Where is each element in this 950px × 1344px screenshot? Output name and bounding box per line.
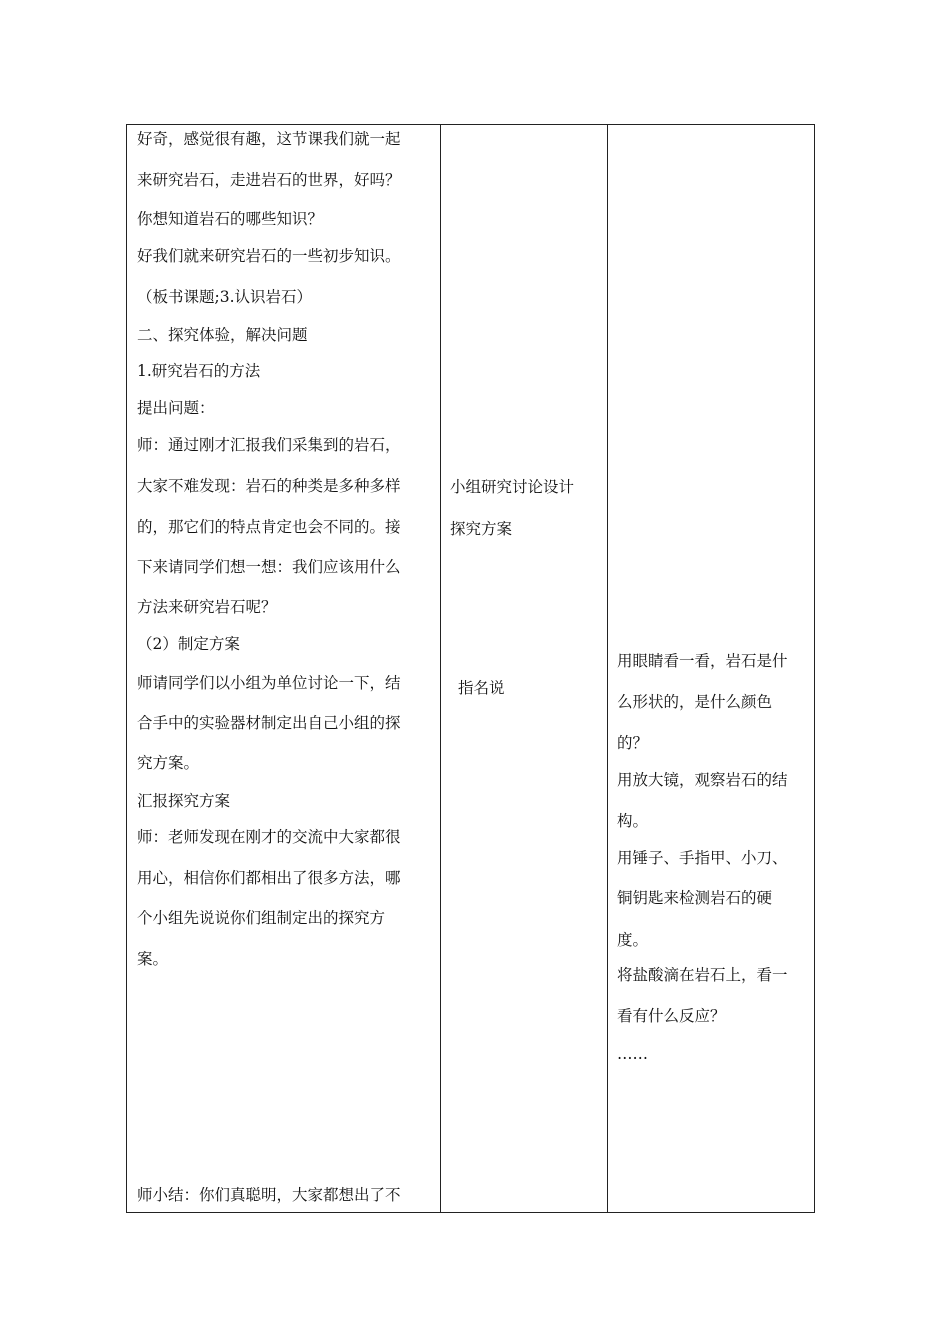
text-line: 汇报探究方案: [137, 792, 231, 810]
text-line: 来研究岩石，走进岩石的世界，好吗？: [137, 171, 401, 189]
text-line: 探究方案: [450, 520, 513, 538]
text-line: 好我们就来研究岩石的一些初步知识。: [137, 247, 401, 265]
column-divider: [440, 125, 441, 1212]
text-line: 看有什么反应？: [617, 1007, 726, 1025]
text-line: 方法来研究岩石呢？: [137, 598, 277, 616]
lesson-table: [126, 124, 815, 1213]
text-line: 大家不难发现：岩石的种类是多种多样: [137, 477, 401, 495]
text-line: 个小组先说说你们组制定出的探究方: [137, 909, 386, 927]
text-line: 合手中的实验器材制定出自己小组的探: [137, 714, 401, 732]
text-line: （2）制定方案: [137, 635, 240, 653]
text-line: 小组研究讨论设计: [450, 478, 575, 496]
text-line: 师请同学们以小组为单位讨论一下，结: [137, 674, 401, 692]
text-line: 铜钥匙来检测岩石的硬: [617, 889, 773, 907]
text-line: 用眼睛看一看，岩石是什: [617, 652, 788, 670]
text-line: 的，那它们的特点肯定也会不同的。接: [137, 518, 401, 536]
text-line: 好奇，感觉很有趣，这节课我们就一起: [137, 130, 401, 148]
text-line: 度。: [617, 931, 649, 949]
text-line: （板书课题;3.认识岩石）: [137, 288, 313, 306]
text-line: 将盐酸滴在岩石上，看一: [617, 966, 788, 984]
text-line: 师小结：你们真聪明，大家都想出了不: [137, 1186, 401, 1204]
text-line: 师：通过刚才汇报我们采集到的岩石，: [137, 436, 401, 454]
text-line: 么形状的，是什么颜色: [617, 693, 773, 711]
text-line: 师：老师发现在刚才的交流中大家都很: [137, 828, 401, 846]
text-line: 用锤子、手指甲、小刀、: [617, 849, 788, 867]
text-line: 提出问题：: [137, 399, 215, 417]
text-line: 案。: [137, 950, 169, 968]
text-line: 你想知道岩石的哪些知识？: [137, 210, 324, 228]
text-line: 1.研究岩石的方法: [137, 362, 261, 380]
text-line: 用放大镜，观察岩石的结: [617, 771, 788, 789]
text-line: 的？: [617, 734, 649, 752]
text-line: 指名说: [458, 679, 505, 697]
teacher-activity-column: [137, 125, 437, 1212]
text-line: 下来请同学们想一想：我们应该用什么: [137, 558, 401, 576]
text-line: 构。: [617, 812, 649, 830]
column-divider: [607, 125, 608, 1212]
student-activity-column: [450, 125, 600, 1212]
design-notes-column: [617, 125, 809, 1212]
text-line: 二、探究体验，解决问题: [137, 326, 308, 344]
text-line: 究方案。: [137, 754, 200, 772]
text-line: ……: [617, 1045, 648, 1063]
text-line: 用心，相信你们都相出了很多方法，哪: [137, 869, 401, 887]
